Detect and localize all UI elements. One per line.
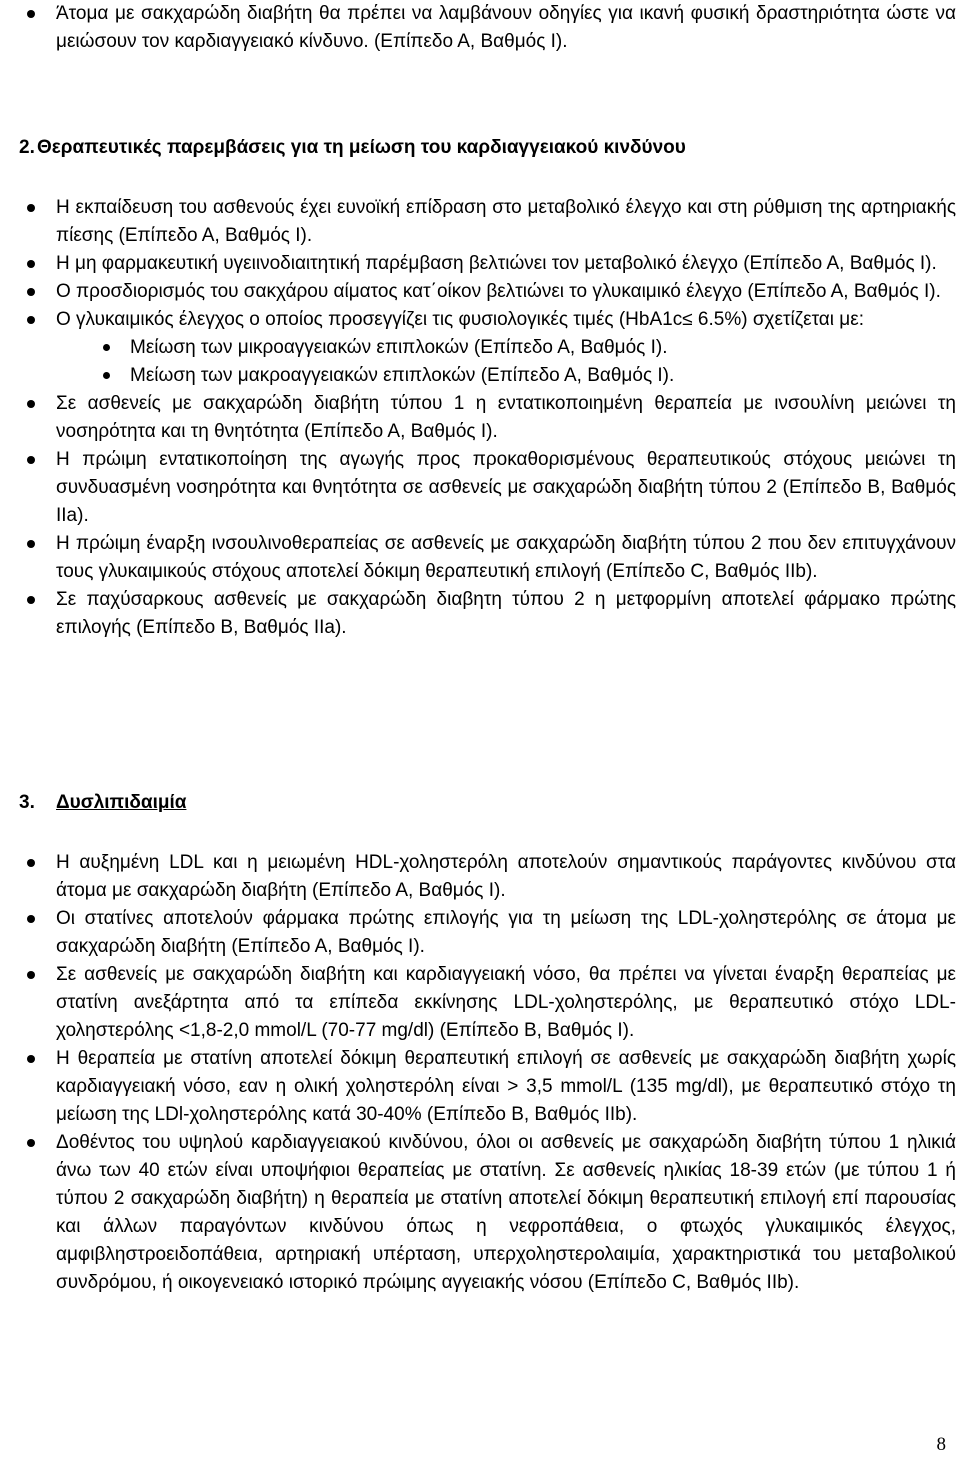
bullet-icon — [27, 204, 35, 212]
list-item — [0, 961, 958, 1045]
list-item-text: Η μη φαρμακευτική υγειινοδιαιτητική παρέμβαση βελτιώνει τον μεταβολικό έλεγχο (Επίπεδο Α, Βαθμός Ι). — [56, 253, 937, 274]
list-item-text: Η πρώιμη έναρξη ινσουλινοθεραπείας σε ασθενείς με σακχαρώδη διαβήτη τύπου 2 που δεν επιτυγχάνουν τους γλυκαιμικούς στόχους αποτελεί δόκιμη θεραπευτική επιλογή (Επίπεδο C, Βαθμός IIb). — [56, 533, 956, 582]
sub-list-item-text: Μείωση των μικροαγγειακών επιπλοκών (Επίπεδο Α, Βαθμός Ι). — [130, 337, 668, 358]
list-item-text: Ο προσδιορισμός του σακχάρου αίματος κατ΄οίκον βελτιώνει το γλυκαιμικό έλεγχο (Επίπεδο Α, Βαθμός Ι). — [56, 281, 941, 302]
list-item-text: Η αυξημένη LDL και η μειωμένη HDL-χοληστερόλη αποτελούν σημαντικούς παράγοντες κινδύνου στα άτομα με σακχαρώδη διαβήτη (Επίπεδο Α, Βαθμός Ι). — [56, 852, 956, 901]
page-number: 8 — [936, 1434, 946, 1455]
bullet-icon — [27, 971, 35, 979]
list-item-text: Η θεραπεία με στατίνη αποτελεί δόκιμη θεραπευτική επιλογή σε ασθενείς με σακχαρώδη διαβήτη χωρίς καρδιαγγειακή νόσο, εαν η ολική χοληστερόλη είναι > 3,5 mmol/L (135 mg/dl), με θεραπευτικό στόχο τη μείωση της LDl-χοληστερόλης κατά 30-40% (Επίπεδο Β, Βαθμός ΙΙb). — [56, 1048, 956, 1125]
list-item — [0, 390, 958, 446]
list-item — [0, 849, 958, 905]
section-2-list — [0, 194, 958, 642]
list-item — [0, 278, 958, 306]
section-title: Δυσλιπιδαιμία — [56, 792, 187, 813]
list-item — [0, 446, 958, 530]
list-item-text: Δοθέντος του υψηλού καρδιαγγειακού κινδύνου, όλοι οι ασθενείς με σακχαρώδη διαβήτη τύπου 1 ηλικιά άνω των 40 ετών είναι υποψήφιοι θεραπείας με στατίνη. Σε ασθενείς ηλικίας 18-39 ετών (με τύπου 1 ή τύπου 2 σακχαρώδη διαβήτη) η θεραπεία με στατίνη αποτελεί δόκιμη θεραπευτική επιλογή επί παρουσίας και άλλων παραγόντων κινδύνου όπως η νεφροπάθεια, ο φτωχός γλυκαιμικός έλεγχος, αμφιβληστροειδοπάθεια, αρτηριακή υπέρταση, υπερχοληστερολαιμία, χαρακτηριστικά του μεταβολικού συνδρόμου, ή οικογενειακό ιστορικό πρώιμης αγγειακής νόσου (Επίπεδο C, Βαθμός IIb). — [56, 1132, 956, 1293]
bullet-icon — [27, 288, 35, 296]
bullet-icon — [27, 456, 35, 464]
list-item — [0, 905, 958, 961]
bullet-icon — [27, 1055, 35, 1063]
bullet-icon — [27, 1139, 35, 1147]
sub-list-item-text: Μείωση των μακροαγγειακών επιπλοκών (Επίπεδο Α, Βαθμός Ι). — [130, 365, 675, 386]
list-item-text: Σε παχύσαρκους ασθενείς με σακχαρώδη διαβητη τύπου 2 η μετφορμίνη αποτελεί φάρμακο πρώτης επιλογής (Επίπεδο Β, Βαθμός ΙΙa). — [56, 589, 956, 638]
list-item — [0, 194, 958, 250]
bullet-icon — [27, 540, 35, 548]
list-item — [0, 586, 958, 642]
section-number: 3. — [19, 792, 35, 813]
list-item — [0, 1129, 958, 1297]
list-item — [0, 0, 958, 56]
section-title: Θεραπευτικές παρεμβάσεις για τη μείωση του καρδιαγγειακού κινδύνου — [37, 137, 686, 158]
bullet-icon — [27, 596, 35, 604]
bullet-icon — [27, 10, 35, 18]
bullet-icon — [27, 400, 35, 408]
list-item-text: Άτομα με σακχαρώδη διαβήτη θα πρέπει να λαμβάνουν οδηγίες για ικανή φυσική δραστηριότητα ώστε να μειώσουν τον καρδιαγγειακό κίνδυνο. (Επίπεδο Α, Βαθμός Ι). — [56, 3, 956, 52]
bullet-icon — [27, 316, 35, 324]
bullet-icon — [103, 344, 110, 351]
list-item-text: Σε ασθενείς με σακχαρώδη διαβήτη και καρδιαγγειακή νόσο, θα πρέπει να γίνεται έναρξη θεραπείας με στατίνη ανεξάρτητα από τα επίπεδα εκκίνησης LDL-χοληστερόλης, με θεραπευτικό στόχο LDL-χοληστερόλης <1,8-2,0 mmol/L (70-77 mg/dl) (Επίπεδο Β, Βαθμός Ι). — [56, 964, 956, 1041]
list-item-text: Η πρώιμη εντατικοποίηση της αγωγής προς προκαθορισμένους θεραπευτικούς στόχους μειώνει τη συνδυασμένη νοσηρότητα και θνητότητα σε ασθενείς με σακχαρώδη διαβήτη τύπου 2 (Επίπεδο Β, Βαθμός ΙΙa). — [56, 449, 956, 526]
intro-block — [0, 0, 958, 56]
list-item-text: Σε ασθενείς με σακχαρώδη διαβήτη τύπου 1 η εντατικοποιημένη θεραπεία με ινσουλίνη μειώνει τη νοσηρότητα και τη θνητότητα (Επίπεδο Α, Βαθμός Ι). — [56, 393, 956, 442]
list-item — [0, 250, 958, 278]
list-item — [0, 1045, 958, 1129]
bullet-icon — [27, 859, 35, 867]
bullet-icon — [27, 915, 35, 923]
sub-list-item — [0, 362, 958, 390]
bullet-icon — [27, 260, 35, 268]
section-3-list — [0, 849, 958, 1297]
section-number: 2. — [19, 137, 35, 158]
sub-list-item — [0, 334, 958, 362]
list-item — [0, 530, 958, 586]
list-item — [0, 306, 958, 334]
bullet-icon — [103, 372, 110, 379]
list-item-text: Ο γλυκαιμικός έλεγχος ο οποίος προσεγγίζει τις φυσιολογικές τιμές (HbA1c≤ 6.5%) σχετίζεται με: — [56, 309, 864, 330]
list-item-text: Οι στατίνες αποτελούν φάρμακα πρώτης επιλογής για τη μείωση της LDL-χοληστερόλης σε άτομα με σακχαρώδη διαβήτη (Επίπεδο Α, Βαθμός Ι). — [56, 908, 956, 957]
list-item-text: Η εκπαίδευση του ασθενούς έχει ευνοϊκή επίδραση στο μεταβολικό έλεγχο και στη ρύθμιση της αρτηριακής πίεσης (Επίπεδο Α, Βαθμός Ι). — [56, 197, 956, 246]
